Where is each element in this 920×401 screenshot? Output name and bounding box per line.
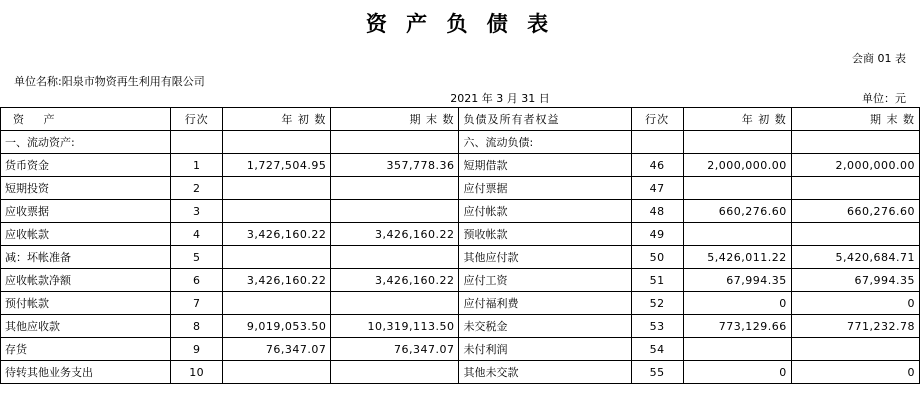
asset-line-no-cell: 4 (171, 223, 223, 246)
liability-begin-cell: 773,129.66 (683, 315, 791, 338)
asset-line-no-cell: 10 (171, 361, 223, 384)
asset-end-cell (331, 200, 459, 223)
liability-name-cell: 应付票据 (459, 177, 631, 200)
liability-end-cell (791, 131, 919, 154)
table-row (1, 315, 920, 338)
report-date: 2021 年 3 月 31 日 (450, 92, 550, 105)
form-code-row (0, 48, 920, 74)
asset-line-no-cell: 5 (171, 246, 223, 269)
asset-line-no-cell: 6 (171, 269, 223, 292)
asset-begin-cell (223, 246, 331, 269)
liability-end-cell: 2,000,000.00 (791, 154, 919, 177)
column-header-end-2: 期 末 数 (791, 108, 919, 131)
asset-end-cell: 3,426,160.22 (331, 269, 459, 292)
table-row (1, 131, 920, 154)
asset-line-no-cell: 9 (171, 338, 223, 361)
liability-end-cell: 771,232.78 (791, 315, 919, 338)
liability-end-cell: 660,276.60 (791, 200, 919, 223)
column-header-liab-equity: 负债及所有者权益 (459, 108, 631, 131)
asset-end-cell: 3,426,160.22 (331, 223, 459, 246)
table-row (1, 246, 920, 269)
table-row (1, 338, 920, 361)
liability-begin-cell (683, 177, 791, 200)
liability-begin-cell (683, 338, 791, 361)
balance-sheet-table (0, 107, 920, 384)
liability-begin-cell (683, 131, 791, 154)
asset-line-no-cell: 3 (171, 200, 223, 223)
table-row (1, 361, 920, 384)
liability-begin-cell: 660,276.60 (683, 200, 791, 223)
asset-name-cell: 其他应收款 (1, 315, 171, 338)
column-header-begin-2: 年 初 数 (683, 108, 791, 131)
liability-name-cell: 应付福利费 (459, 292, 631, 315)
asset-name-cell: 存货 (1, 338, 171, 361)
liability-begin-cell: 2,000,000.00 (683, 154, 791, 177)
liability-name-cell: 未付利润 (459, 338, 631, 361)
unit-name: 单位名称:阳泉市物资再生利用有限公司 (14, 75, 205, 88)
liability-end-cell: 0 (791, 292, 919, 315)
liability-begin-cell: 0 (683, 292, 791, 315)
liability-line-no-cell: 46 (631, 154, 683, 177)
liability-line-no-cell: 55 (631, 361, 683, 384)
asset-name-cell: 一、流动资产: (1, 131, 171, 154)
asset-begin-cell (223, 131, 331, 154)
asset-name-cell: 货币资金 (1, 154, 171, 177)
asset-name-cell: 待转其他业务支出 (1, 361, 171, 384)
asset-name-cell: 应收票据 (1, 200, 171, 223)
page-title: 资 产 负 债 表 (365, 12, 555, 36)
liability-line-no-cell: 53 (631, 315, 683, 338)
asset-line-no-cell (171, 131, 223, 154)
asset-begin-cell (223, 292, 331, 315)
liability-begin-cell: 5,426,011.22 (683, 246, 791, 269)
asset-begin-cell: 3,426,160.22 (223, 223, 331, 246)
table-row (1, 154, 920, 177)
meta-row (0, 74, 920, 107)
column-header-assets: 资 产 (1, 108, 171, 131)
liability-end-cell: 5,420,684.71 (791, 246, 919, 269)
asset-begin-cell (223, 177, 331, 200)
liability-name-cell: 预收帐款 (459, 223, 631, 246)
asset-name-cell: 短期投资 (1, 177, 171, 200)
asset-end-cell (331, 131, 459, 154)
liability-line-no-cell: 51 (631, 269, 683, 292)
liability-end-cell (791, 223, 919, 246)
liability-name-cell: 其他应付款 (459, 246, 631, 269)
asset-name-cell: 预付帐款 (1, 292, 171, 315)
liability-line-no-cell: 52 (631, 292, 683, 315)
asset-begin-cell (223, 200, 331, 223)
liability-name-cell: 应付帐款 (459, 200, 631, 223)
asset-line-no-cell: 8 (171, 315, 223, 338)
liability-name-cell: 六、流动负债: (459, 131, 631, 154)
liability-line-no-cell: 54 (631, 338, 683, 361)
liability-end-cell (791, 338, 919, 361)
asset-begin-cell: 9,019,053.50 (223, 315, 331, 338)
liability-line-no-cell: 49 (631, 223, 683, 246)
liability-line-no-cell: 47 (631, 177, 683, 200)
asset-end-cell (331, 177, 459, 200)
liability-line-no-cell: 50 (631, 246, 683, 269)
asset-end-cell: 357,778.36 (331, 154, 459, 177)
liability-name-cell: 短期借款 (459, 154, 631, 177)
asset-end-cell (331, 361, 459, 384)
asset-line-no-cell: 2 (171, 177, 223, 200)
table-row (1, 200, 920, 223)
liability-end-cell: 0 (791, 361, 919, 384)
asset-begin-cell: 1,727,504.95 (223, 154, 331, 177)
liability-begin-cell: 0 (683, 361, 791, 384)
asset-name-cell: 减：坏帐准备 (1, 246, 171, 269)
asset-line-no-cell: 7 (171, 292, 223, 315)
liability-end-cell: 67,994.35 (791, 269, 919, 292)
column-header-line-no: 行次 (171, 108, 223, 131)
asset-end-cell (331, 292, 459, 315)
asset-begin-cell: 76,347.07 (223, 338, 331, 361)
form-code: 会商 01 表 (852, 52, 906, 65)
liability-name-cell: 其他未交款 (459, 361, 631, 384)
asset-end-cell: 76,347.07 (331, 338, 459, 361)
asset-name-cell: 应收帐款 (1, 223, 171, 246)
asset-begin-cell (223, 361, 331, 384)
column-header-line-no-2: 行次 (631, 108, 683, 131)
liability-begin-cell (683, 223, 791, 246)
column-header-end: 期 末 数 (331, 108, 459, 131)
column-header-begin: 年 初 数 (223, 108, 331, 131)
liability-line-no-cell (631, 131, 683, 154)
asset-line-no-cell: 1 (171, 154, 223, 177)
liability-end-cell (791, 177, 919, 200)
liability-name-cell: 未交税金 (459, 315, 631, 338)
asset-end-cell: 10,319,113.50 (331, 315, 459, 338)
currency-unit: 单位：元 (862, 92, 906, 105)
table-body (1, 131, 920, 384)
asset-name-cell: 应收帐款净额 (1, 269, 171, 292)
asset-end-cell (331, 246, 459, 269)
table-row (1, 223, 920, 246)
liability-begin-cell: 67,994.35 (683, 269, 791, 292)
asset-begin-cell: 3,426,160.22 (223, 269, 331, 292)
liability-line-no-cell: 48 (631, 200, 683, 223)
table-row (1, 269, 920, 292)
table-header-row (1, 108, 920, 131)
table-row (1, 177, 920, 200)
table-row (1, 292, 920, 315)
liability-name-cell: 应付工资 (459, 269, 631, 292)
